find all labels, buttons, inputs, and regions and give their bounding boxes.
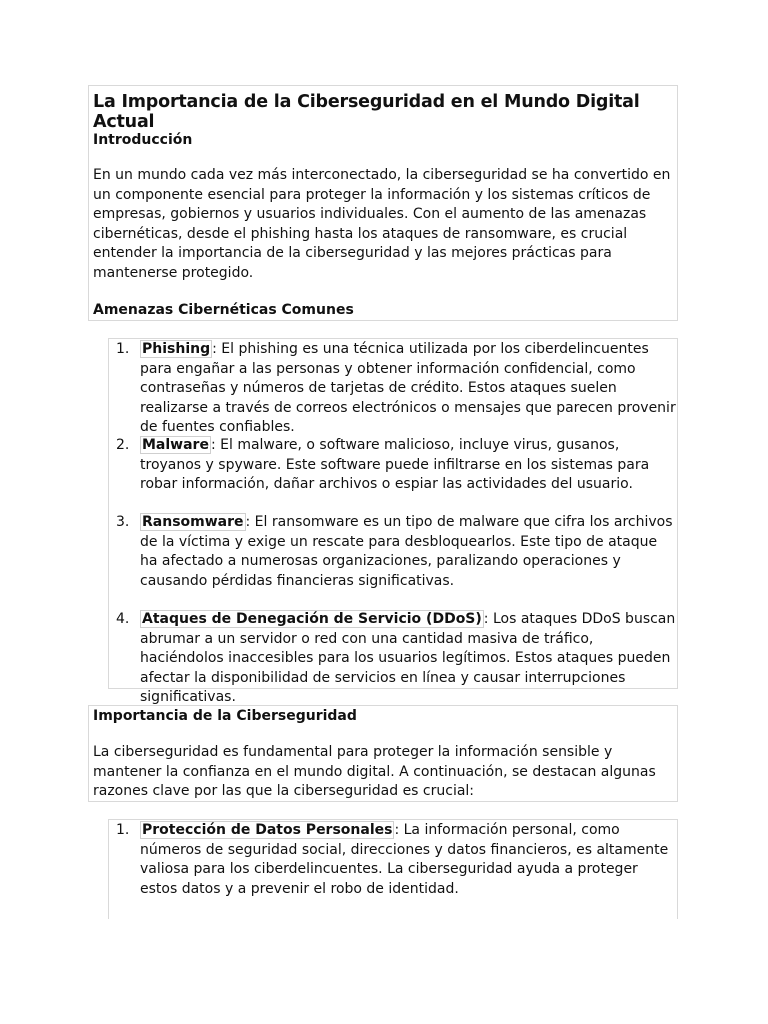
term-ddos: Ataques de Denegación de Servicio (DDoS) — [142, 611, 482, 627]
list-item-body — [140, 340, 677, 438]
list-number: 4. — [116, 611, 130, 627]
reasons-list-section — [108, 819, 678, 919]
term-ransomware: Ransomware — [142, 514, 244, 530]
list-item-body — [140, 610, 677, 708]
list-number: 3. — [116, 514, 130, 530]
description: : El malware, o software malicioso, incluye virus, gusanos, troyanos y spyware. Este software puede infiltrarse en los sistemas para robar información, dañar archivos o espiar las actividades del usuario. — [140, 437, 650, 493]
intro-section — [88, 85, 678, 321]
document-title: La Importancia de la Ciberseguridad en el Mundo Digital Actual — [93, 92, 640, 132]
intro-heading: Introducción — [93, 132, 193, 148]
threats-heading: Amenazas Cibernéticas Comunes — [93, 302, 354, 318]
term-phishing: Phishing — [142, 341, 211, 357]
importance-paragraph: La ciberseguridad es fundamental para proteger la información sensible y mantener la confianza en el mundo digital. A continuación, se destacan algunas razones clave por las que la ciberseguridad es crucial: — [93, 744, 656, 800]
threats-list-section — [108, 338, 678, 706]
list-number: 2. — [116, 437, 130, 453]
importance-heading: Importancia de la Ciberseguridad — [93, 708, 357, 724]
list-item-body — [140, 821, 677, 899]
intro-paragraph: En un mundo cada vez más interconectado, la ciberseguridad se ha convertido en un componente esencial para proteger la información y los sistemas críticos de empresas, gobiernos y usuarios individuales. Con el aumento de las amenazas cibernéticas, desde el phishing hasta los ataques de ransomware, es crucial entender la importancia de la ciberseguridad y las mejores prácticas para mantenerse protegido. — [93, 167, 671, 281]
list-number: 1. — [116, 341, 130, 357]
term-data-protection: Protección de Datos Personales — [142, 822, 393, 838]
list-item-body — [140, 436, 677, 495]
term-malware: Malware — [142, 437, 209, 453]
importance-section — [88, 705, 678, 802]
list-number: 1. — [116, 822, 130, 838]
list-item-body — [140, 513, 677, 591]
description: : El ransomware es un tipo de malware que cifra los archivos de la víctima y exige un rescate para desbloquearlos. Este tipo de ataque ha afectado a numerosas organizaciones, paralizando operaciones y causando pérdidas financieras significativas. — [140, 514, 673, 589]
description: : La información personal, como números de seguridad social, direcciones y datos financieros, es altamente valiosa para los ciberdelincuentes. La ciberseguridad ayuda a proteger estos datos y a prevenir el robo de identidad. — [140, 822, 669, 897]
description: : Los ataques DDoS buscan abrumar a un servidor o red con una cantidad masiva de tráfico, haciéndolos inaccesibles para los usuarios legítimos. Estos ataques pueden afectar la disponibilidad de servicios en línea y causar interrupciones significativas. — [140, 611, 676, 706]
description: : El phishing es una técnica utilizada por los ciberdelincuentes para engañar a las personas y obtener información confidencial, como contraseñas y números de tarjetas de crédito. Estos ataques suelen realizarse a través de correos electrónicos o mensajes que parecen provenir de fuentes confiables. — [140, 341, 676, 436]
